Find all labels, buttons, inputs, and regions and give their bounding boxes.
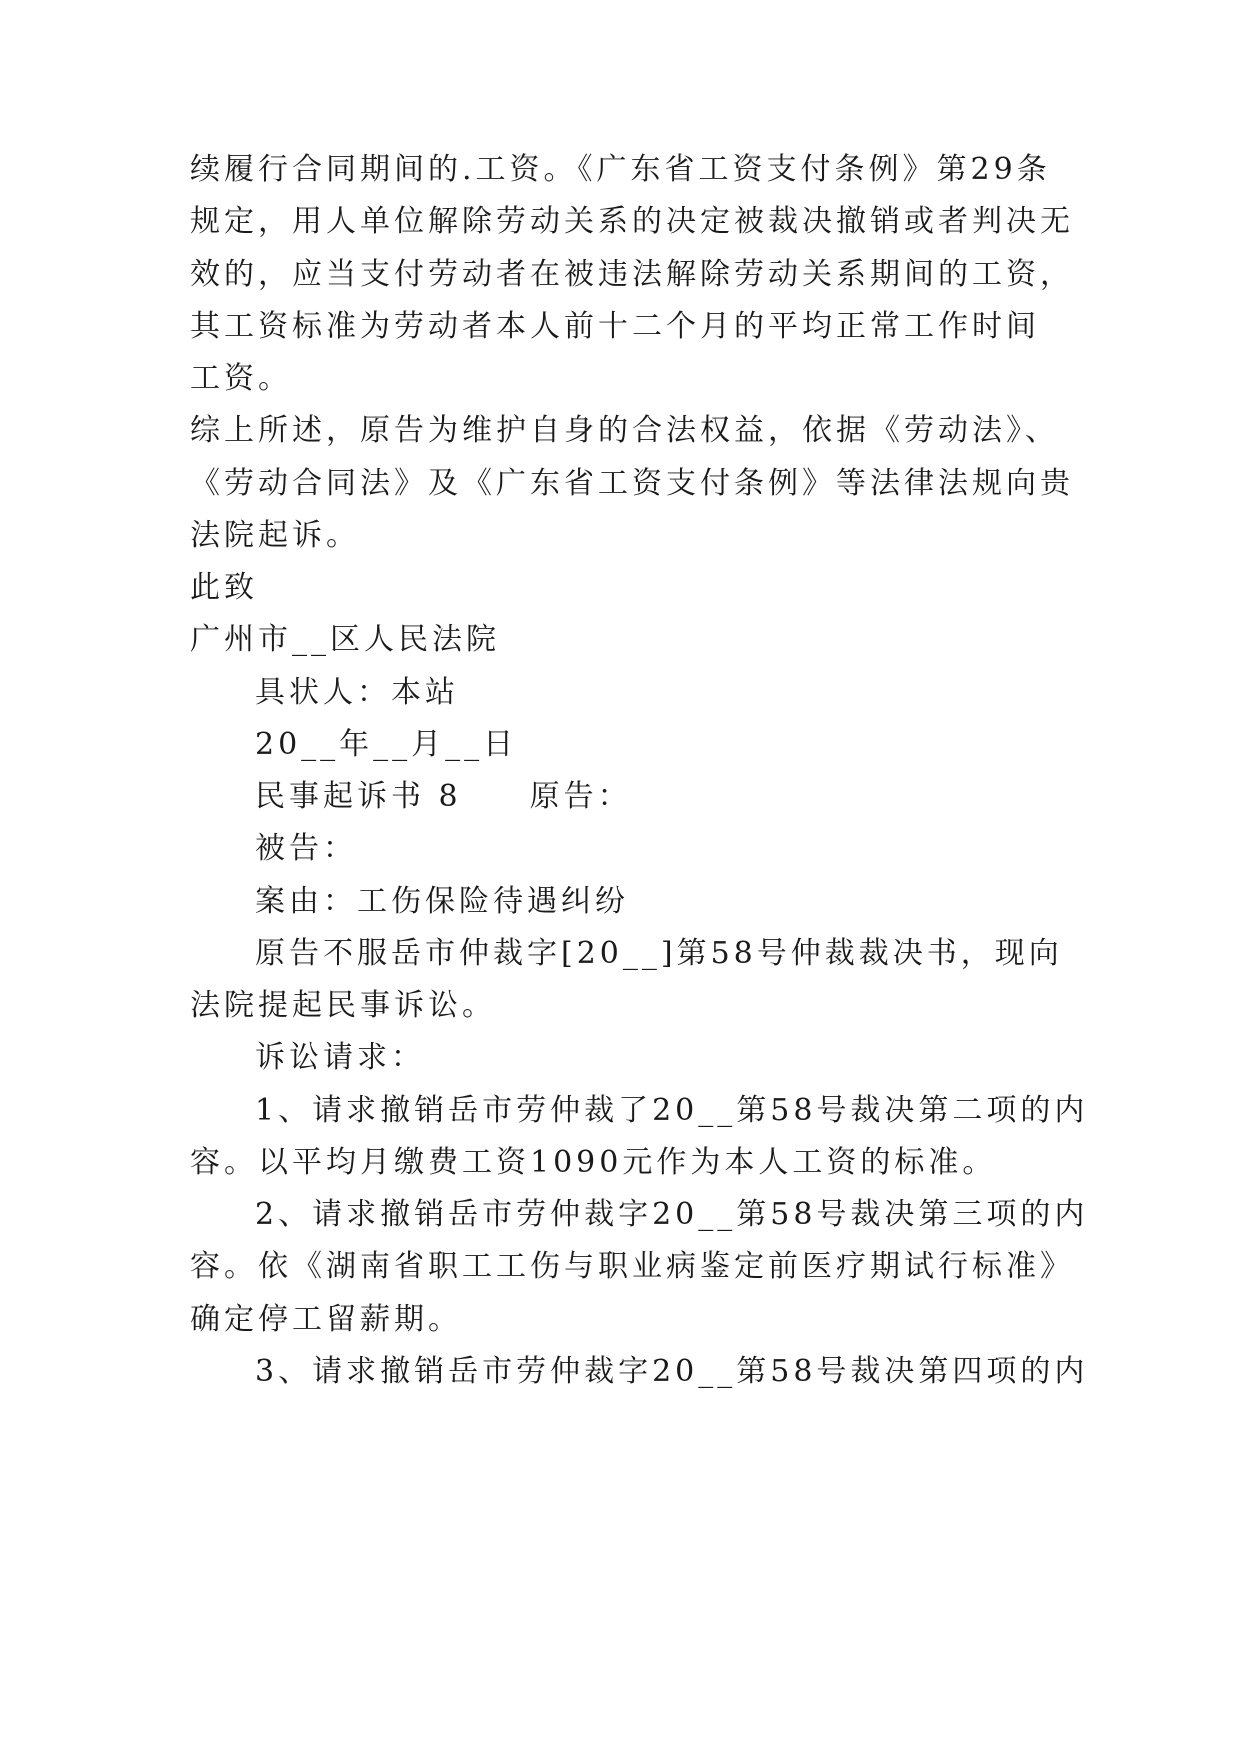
paragraph-line: 容。以平均月缴费工资1090元作为本人工资的标准。 bbox=[190, 1145, 997, 1180]
paragraph-line: 综上所述，原告为维护自身的合法权益，依据《劳动法》、 bbox=[190, 413, 1059, 448]
claim-item: 1、请求撤销岳市劳仲裁了20__第58号裁决第二项的内 bbox=[255, 1093, 1089, 1128]
paragraph-line: 原告不服岳市仲裁字[20__]第58号仲裁裁决书，现向 bbox=[255, 936, 1063, 971]
date-line: 20__年__月__日 bbox=[255, 727, 518, 762]
paragraph-line: 续履行合同期间的.工资。《广东省工资支付条例》第29条 bbox=[190, 152, 1051, 187]
defendant-line: 被告： bbox=[255, 831, 357, 866]
paragraph-line: 工资。 bbox=[190, 361, 292, 396]
claim-item: 2、请求撤销岳市劳仲裁字20__第58号裁决第三项的内 bbox=[255, 1197, 1089, 1232]
paragraph-line: 法院提起民事诉讼。 bbox=[190, 988, 496, 1023]
paragraph-line: 容。依《湖南省职工工伤与职业病鉴定前医疗期试行标准》 bbox=[190, 1249, 1074, 1284]
case-cause: 案由：工伤保险待遇纠纷 bbox=[255, 884, 629, 919]
salutation: 此致 bbox=[190, 570, 258, 605]
court-name: 广州市__区人民法院 bbox=[190, 622, 500, 657]
paragraph-line: 法院起诉。 bbox=[190, 518, 360, 553]
paragraph-line: 《劳动合同法》及《广东省工资支付条例》等法律法规向贵 bbox=[190, 466, 1074, 501]
paragraph-line: 确定停工留薪期。 bbox=[190, 1302, 462, 1337]
paragraph-line: 其工资标准为劳动者本人前十二个月的平均正常工作时间 bbox=[190, 309, 1040, 344]
claims-heading: 诉讼请求： bbox=[255, 1040, 425, 1075]
claim-item: 3、请求撤销岳市劳仲裁字20__第58号裁决第四项的内 bbox=[255, 1354, 1089, 1389]
paragraph-line: 规定，用人单位解除劳动关系的决定被裁决撤销或者判决无 bbox=[190, 204, 1074, 239]
section-heading: 民事起诉书 8 原告： bbox=[255, 779, 632, 814]
paragraph-line: 效的，应当支付劳动者在被违法解除劳动关系期间的工资， bbox=[190, 257, 1074, 292]
petitioner: 具状人：本站 bbox=[255, 675, 459, 710]
